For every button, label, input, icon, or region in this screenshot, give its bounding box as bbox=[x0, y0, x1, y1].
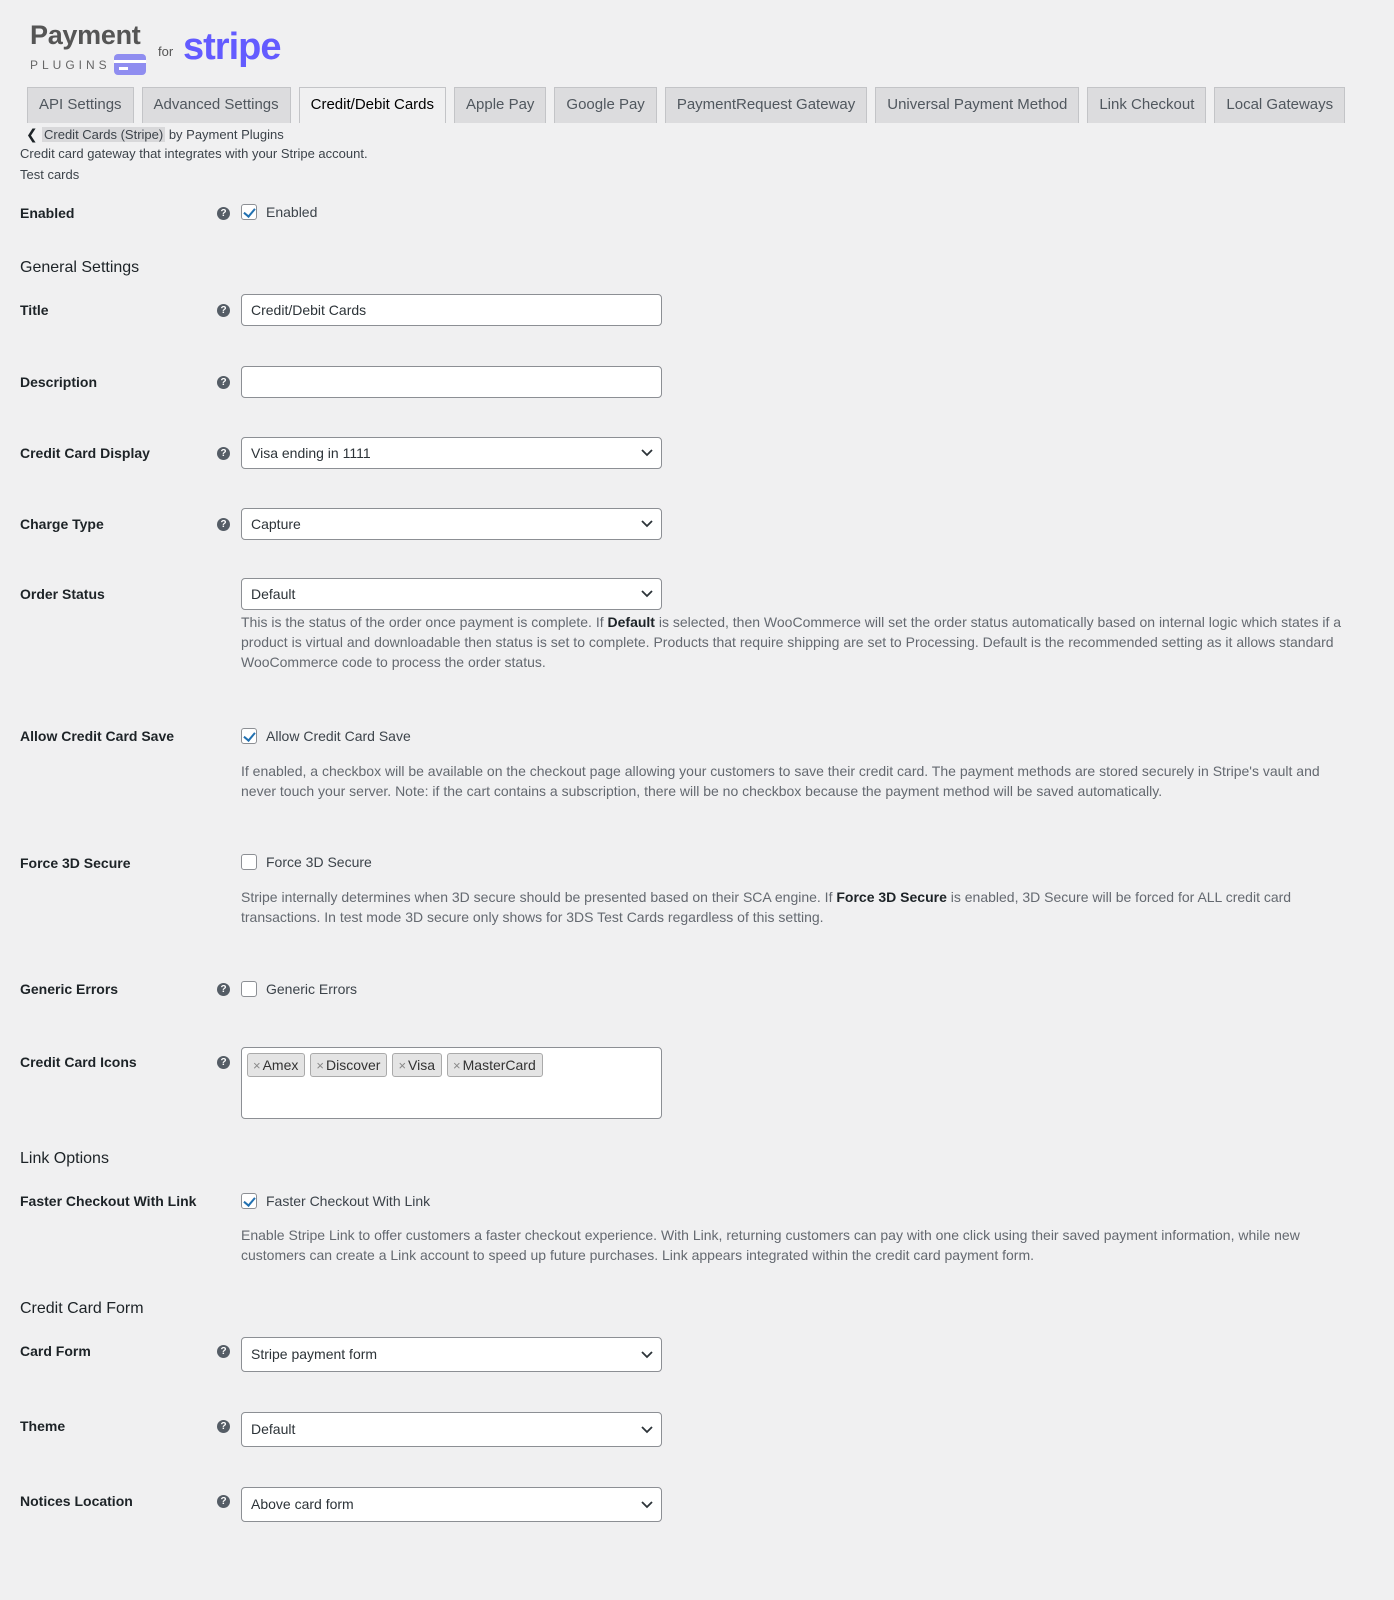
notices-location-select[interactable] bbox=[241, 1487, 662, 1522]
card-icons-label: Credit Card Icons bbox=[20, 1054, 137, 1070]
charge-type-select[interactable] bbox=[241, 508, 662, 540]
help-icon[interactable]: ? bbox=[217, 1420, 230, 1433]
enabled-label: Enabled bbox=[20, 205, 75, 221]
order-status-help: This is the status of the order once payment is complete. If Default is selected, then WooCommerce will set the order status automatically based on internal logic which states if a product is virtual and downloadable then status is set to complete. Products that require shipping are set to Processing. Default is the recommended setting as it allows standard WooCommerce code to process the order status. bbox=[241, 614, 1342, 670]
theme-row bbox=[20, 1418, 1374, 1453]
force-3ds-checkbox[interactable] bbox=[241, 854, 257, 870]
help-icon[interactable]: ? bbox=[217, 376, 230, 389]
remove-tag-icon[interactable]: × bbox=[253, 1058, 261, 1073]
theme-label: Theme bbox=[20, 1418, 66, 1434]
generic-errors-label: Generic Errors bbox=[20, 981, 119, 997]
card-display-row bbox=[20, 445, 1374, 477]
title-label: Title bbox=[20, 302, 49, 318]
title-input[interactable]: Credit/Debit Cards bbox=[241, 294, 662, 326]
remove-tag-icon[interactable]: × bbox=[398, 1058, 407, 1073]
chevron-down-icon bbox=[641, 1338, 653, 1359]
card-form-row bbox=[20, 1343, 1374, 1378]
help-icon[interactable]: ? bbox=[217, 1345, 230, 1358]
tab-local-gateways[interactable]: Local Gateways bbox=[1214, 87, 1345, 123]
card-form-select[interactable] bbox=[241, 1337, 662, 1372]
description-input[interactable] bbox=[241, 366, 662, 398]
logo-plugins-text: PLUGINS bbox=[30, 58, 111, 72]
help-icon[interactable]: ? bbox=[217, 447, 230, 460]
theme-select[interactable] bbox=[241, 1412, 662, 1447]
force-3ds-label: Force 3D Secure bbox=[20, 855, 131, 871]
logo-payment-text: Payment bbox=[30, 20, 141, 50]
card-icons-multiselect[interactable] bbox=[241, 1047, 662, 1119]
card-form-label: Card Form bbox=[20, 1343, 91, 1359]
breadcrumb bbox=[26, 126, 284, 143]
settings-tabs bbox=[27, 87, 1345, 123]
tab-universal-payment-method[interactable]: Universal Payment Method bbox=[875, 87, 1079, 123]
enabled-checkbox[interactable] bbox=[241, 204, 257, 220]
charge-type-value: Capture bbox=[251, 516, 301, 532]
tag-mastercard: × MasterCard bbox=[447, 1053, 543, 1077]
logo-for-text: for bbox=[158, 44, 174, 59]
help-icon[interactable]: ? bbox=[217, 304, 230, 317]
theme-value: Default bbox=[251, 1421, 296, 1437]
credit-card-icon bbox=[114, 54, 146, 75]
chevron-left-icon[interactable]: ❮ bbox=[26, 126, 38, 142]
enabled-checkbox-label[interactable]: Enabled bbox=[266, 204, 318, 220]
payment-plugins-logo bbox=[28, 18, 288, 78]
tab-paymentrequest-gateway[interactable]: PaymentRequest Gateway bbox=[665, 87, 867, 123]
tag-discover: × Discover bbox=[310, 1053, 387, 1077]
tab-google-pay[interactable]: Google Pay bbox=[554, 87, 656, 123]
breadcrumb-title: Credit Cards (Stripe) bbox=[44, 127, 164, 142]
force-3ds-checkbox-label[interactable]: Force 3D Secure bbox=[266, 854, 372, 870]
faster-checkout-checkbox-label[interactable]: Faster Checkout With Link bbox=[266, 1193, 431, 1209]
remove-tag-icon[interactable]: × bbox=[453, 1058, 461, 1073]
credit-card-form-heading: Credit Card Form bbox=[20, 1300, 144, 1317]
gateway-description: Credit card gateway that integrates with your Stripe account. bbox=[20, 146, 368, 161]
card-display-label: Credit Card Display bbox=[20, 445, 150, 461]
generic-errors-checkbox[interactable] bbox=[241, 981, 257, 997]
order-status-select[interactable] bbox=[241, 578, 662, 610]
card-form-value: Stripe payment form bbox=[251, 1346, 378, 1362]
test-cards-link[interactable]: Test cards bbox=[20, 167, 80, 182]
tab-api-settings[interactable]: API Settings bbox=[27, 87, 134, 123]
order-status-value: Default bbox=[251, 586, 296, 602]
allow-save-checkbox-label[interactable]: Allow Credit Card Save bbox=[266, 728, 411, 744]
remove-tag-icon[interactable]: × bbox=[316, 1058, 324, 1073]
allow-save-help: If enabled, a checkbox will be available on the checkout page allowing your customers to save their credit card. The payment methods are stored securely in Stripe's vault and never touch your server. Note: if the cart contains a subscription, there will be no checkbox because the payment method will be saved automatically. bbox=[241, 763, 1320, 799]
description-label: Description bbox=[20, 374, 98, 390]
help-icon[interactable]: ? bbox=[217, 1056, 230, 1069]
order-status-row bbox=[20, 586, 1374, 670]
help-icon[interactable]: ? bbox=[217, 983, 230, 996]
chevron-down-icon bbox=[641, 438, 653, 457]
charge-type-label: Charge Type bbox=[20, 516, 104, 532]
allow-save-label: Allow Credit Card Save bbox=[20, 728, 175, 744]
charge-type-row bbox=[20, 516, 1374, 548]
tab-apple-pay[interactable]: Apple Pay bbox=[454, 87, 546, 123]
chevron-down-icon bbox=[641, 579, 653, 598]
chevron-down-icon bbox=[641, 1413, 653, 1434]
notices-location-value: Above card form bbox=[251, 1496, 354, 1512]
generic-errors-checkbox-label[interactable]: Generic Errors bbox=[266, 981, 358, 997]
order-status-label: Order Status bbox=[20, 586, 105, 602]
help-icon[interactable]: ? bbox=[217, 1495, 230, 1508]
help-icon[interactable]: ? bbox=[217, 518, 230, 531]
chevron-down-icon bbox=[641, 1488, 653, 1509]
tag-visa: × Visa bbox=[392, 1053, 442, 1077]
card-display-value: Visa ending in 1111 bbox=[251, 445, 371, 461]
card-display-select[interactable] bbox=[241, 437, 662, 469]
help-icon[interactable]: ? bbox=[217, 207, 230, 220]
force-3ds-help: Stripe internally determines when 3D secure should be presented based on their SCA engine. If Force 3D Secure is enabled, 3D Secure will be forced for ALL credit card transactions. In test mode 3D secure only shows for 3DS Test Cards regardless of this setting. bbox=[241, 889, 1292, 925]
faster-checkout-checkbox[interactable] bbox=[241, 1193, 257, 1209]
breadcrumb-suffix: by Payment Plugins bbox=[165, 127, 284, 142]
allow-save-checkbox[interactable] bbox=[241, 728, 257, 744]
notices-location-row bbox=[20, 1493, 1374, 1528]
tag-amex: × Amex bbox=[247, 1053, 305, 1077]
notices-location-label: Notices Location bbox=[20, 1493, 133, 1509]
link-options-heading: Link Options bbox=[20, 1150, 109, 1167]
faster-checkout-label: Faster Checkout With Link bbox=[20, 1193, 197, 1209]
tab-credit-debit-cards[interactable]: Credit/Debit Cards bbox=[299, 87, 446, 123]
faster-checkout-help: Enable Stripe Link to offer customers a faster checkout experience. With Link, returning customers can pay with one click using their saved payment information, while new customers can create a Link account to speed up future purchases. Link appears integrated within the credit card payment form. bbox=[241, 1227, 1300, 1263]
tab-link-checkout[interactable]: Link Checkout bbox=[1087, 87, 1206, 123]
tab-advanced-settings[interactable]: Advanced Settings bbox=[142, 87, 291, 123]
chevron-down-icon bbox=[641, 509, 653, 528]
general-settings-heading: General Settings bbox=[20, 259, 140, 276]
stripe-logo: stripe bbox=[183, 26, 281, 68]
